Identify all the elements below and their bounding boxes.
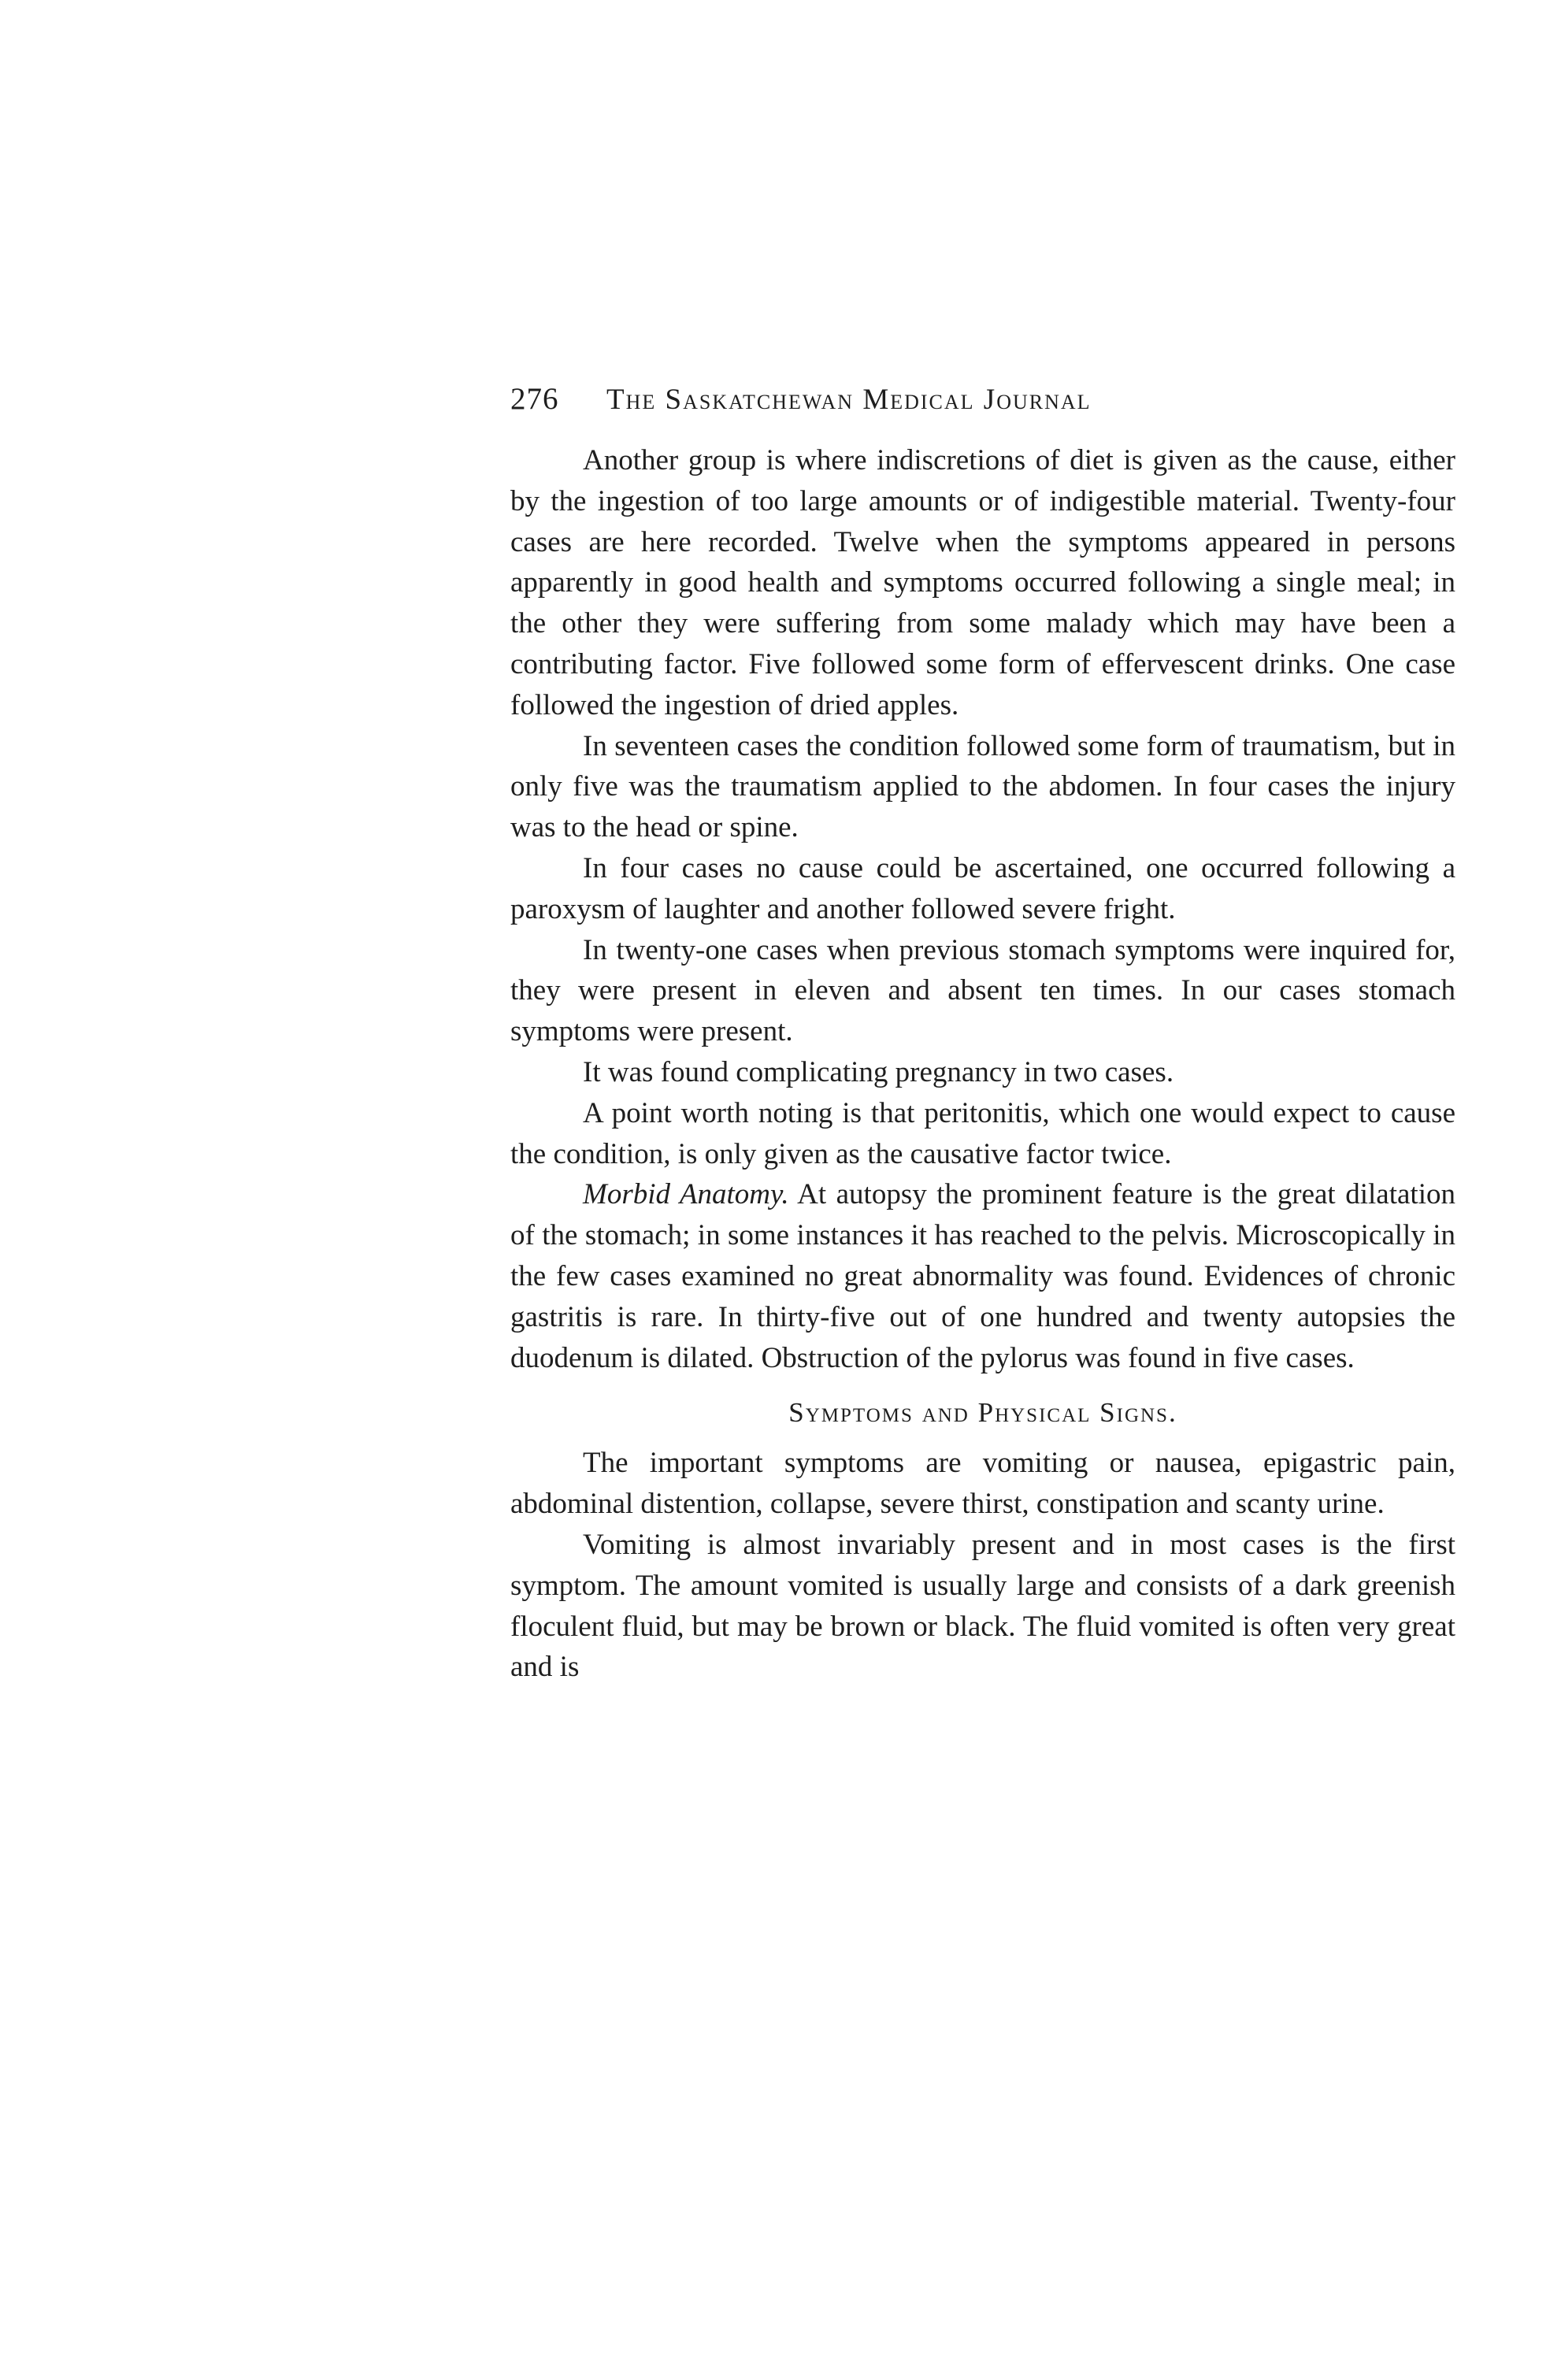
paragraph-diet: Another group is where indiscretions of diet is given as the cause, either by the ingestion of too large amounts or of indigestible material. Twenty-four cases are here recorded. Twelve when the symptoms appeared in persons apparently in good health and symptoms occurred following a single meal; in the other they were suffering from some malady which may have been a contributing factor. Five followed some form of effervescent drinks. One case followed the ingestion of dried apples. (510, 444, 1455, 721)
journal-page (510, 381, 1455, 1688)
morbid-anatomy-text: At autopsy the prominent feature is the great dilatation of the stomach; in some instances it has reached to the pelvis. Microscopically in the few cases examined no great abnormality was found. Evidences of chronic gastritis is rare. In thirty-five out of one hundred and twenty autopsies the duodenum is dilated. Obstruction of the pylorus was found in five cases. (510, 1178, 1455, 1374)
paragraph-traumatism: In seventeen cases the condition followed some form of traumatism, but in only five was the traumatism applied to the abdomen. In four cases the injury was to the head or spine. (510, 729, 1455, 844)
paragraph-vomiting: Vomiting is almost invariably present and in most cases is the first symptom. The amount vomited is usually large and consists of a dark greenish floculent fluid, but may be brown or black. The fluid vomited is often very great and is (510, 1528, 1455, 1684)
paragraph-symptoms: The important symptoms are vomiting or nausea, epigastric pain, abdominal distention, collapse, severe thirst, constipation and scanty urine. (510, 1447, 1455, 1521)
paragraph-morbid-anatomy (510, 1174, 1455, 1378)
paragraph-peritonitis: A point worth noting is that peritonitis, which one would expect to cause the condition, is only given as the causative factor twice. (510, 1096, 1455, 1170)
paragraph-unknown-cause: In four cases no cause could be ascertained, one occurred following a paroxysm of laughter and another followed severe fright. (510, 851, 1455, 925)
morbid-anatomy-heading: Morbid Anatomy. (583, 1178, 789, 1211)
article-body (510, 440, 1455, 1688)
paragraph-stomach-symptoms: In twenty-one cases when previous stomach symptoms were inquired for, they were present in eleven and absent ten times. In our cases stomach symptoms were present. (510, 933, 1455, 1048)
journal-title: The Saskatchewan Medical Journal (606, 384, 1092, 416)
paragraph-pregnancy: It was found complicating pregnancy in two cases. (583, 1055, 1174, 1088)
running-head (510, 381, 1455, 417)
section-heading: Symptoms and Physical Signs. (788, 1397, 1177, 1429)
page-number: 276 (510, 382, 559, 416)
